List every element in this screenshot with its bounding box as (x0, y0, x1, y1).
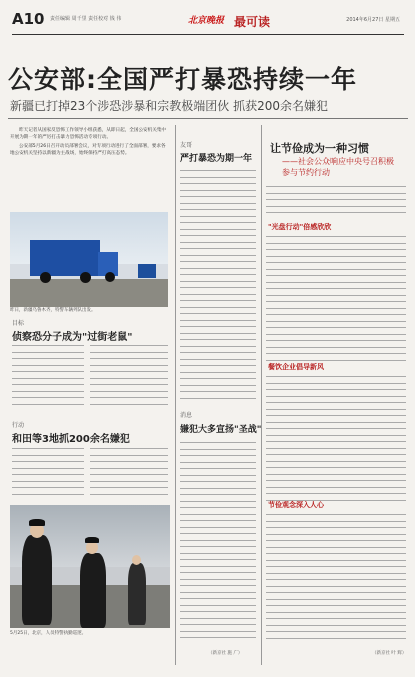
middle-footnote: （新京社 施 广） (208, 651, 243, 656)
lead-text (10, 127, 170, 159)
lead-paragraph-1: 昨天记者从国家反恐怖工作领导小组获悉，从即日起，全国公安机关集中开展为期一年的严厉打击暴力恐怖活动专项行动。 (10, 128, 167, 140)
middle-column2-title: 嫌犯大多宣扬"圣战" (180, 425, 262, 435)
page-number: A10 (12, 10, 45, 28)
middle-column-title: 严打暴恐为期一年 (180, 154, 253, 164)
box2-text-col1 (12, 448, 84, 506)
section-name: 最可读 (234, 15, 271, 29)
box1-text-col2 (90, 345, 168, 415)
newspaper-logo: 北京晚报 (188, 16, 225, 26)
box2-tag: 行动 (12, 422, 25, 429)
box1-text-col1 (12, 345, 84, 415)
box1-tag: 目标 (12, 320, 25, 327)
right-section-3-text (266, 514, 406, 639)
right-subtitle: ——社会公众响应中央号召积极参与节约行动 (282, 157, 394, 177)
middle-column-text (180, 170, 256, 400)
right-section-1-title: "光盘行动"倍感欣欣 (268, 223, 332, 231)
middle-column-tag: 友哥 (180, 142, 193, 149)
bottom-photo-caption: 5月25日，北京，人员特警执勤巡逻。 (10, 631, 87, 636)
box2-title: 和田等3地抓200余名嫌犯 (12, 434, 130, 445)
middle-column2-text (180, 442, 256, 642)
right-footnote: （新京社 叶 辉） (372, 651, 407, 656)
headline-divider (8, 118, 408, 119)
right-section-1-text (266, 236, 406, 346)
lead-paragraph-2: 公安部5月26日召开动员部署会议，对专项行动进行了全面部署，要求各地公安机关坚持以新疆为主战场，始终保持严打高压态势。 (10, 144, 166, 156)
column-rule-2 (261, 125, 262, 665)
main-subhead: 新疆已打掉23个涉恐涉暴和宗教极端团伙 抓获200余名嫌犯 (10, 99, 328, 113)
right-section-2-text (266, 376, 406, 491)
right-title: 让节俭成为一种习惯 (270, 142, 369, 155)
box2-text-col2 (90, 448, 168, 506)
right-intro-text (266, 186, 406, 216)
middle-column2-tag: 消息 (180, 412, 193, 419)
editor-credits: 责任编辑 周千里 责任校对 钱 伟 (50, 16, 122, 22)
issue-date: 2014年6月27日 星期五 (346, 17, 400, 23)
column-rule-1 (175, 125, 176, 665)
right-section-3-title: 节俭观念深入人心 (268, 501, 324, 509)
page-header (12, 4, 404, 35)
photo-caption: 昨日，新疆乌鲁木齐，特警车辆列队出发。 (10, 308, 96, 313)
police-patrol-photo (10, 505, 170, 628)
main-headline: 公安部:全国严打暴恐持续一年 (8, 65, 357, 94)
right-section-2-title: 餐饮企业倡导新风 (268, 363, 324, 371)
box1-title: 侦察恐分子成为"过街老鼠" (12, 332, 133, 343)
police-truck-photo (10, 212, 168, 307)
